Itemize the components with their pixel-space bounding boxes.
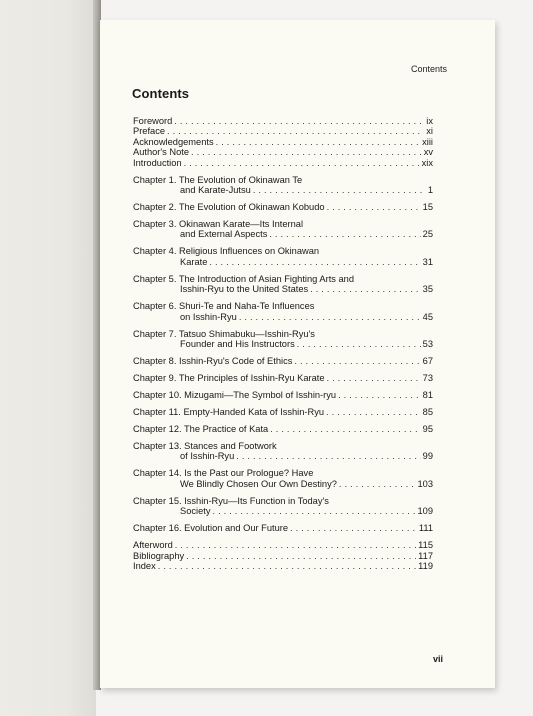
toc-chapter-entry — [133, 407, 433, 417]
toc-page-number: 99 — [422, 451, 433, 462]
toc-chapter-entry — [133, 219, 433, 240]
dot-leader — [326, 407, 421, 417]
chapter-title-continuation — [133, 185, 433, 195]
toc-page-number: 67 — [422, 356, 433, 367]
toc-chapter-entry — [133, 424, 433, 434]
toc-gap — [133, 383, 433, 390]
toc-entry — [133, 158, 433, 168]
toc-page-number: 73 — [422, 373, 433, 384]
chapter-title-line — [133, 523, 433, 533]
chapter-title-line — [133, 468, 433, 478]
toc-entry-title: We Blindly Chosen Our Own Destiny? — [180, 478, 337, 489]
toc-gap — [133, 195, 433, 202]
toc-entry-title: Chapter 8. Isshin-Ryu's Code of Ethics — [133, 356, 293, 367]
toc-page-number: 115 — [418, 540, 433, 551]
toc-entry-title: on Isshin-Ryu — [180, 311, 237, 322]
toc-entry-title: Chapter 6. Shuri-Te and Naha-Te Influences — [133, 301, 315, 312]
toc-chapter-entry — [133, 523, 433, 533]
chapter-title-continuation — [133, 229, 433, 239]
toc-entry-title: Chapter 3. Okinawan Karate—Its Internal — [133, 219, 304, 230]
toc-gap — [133, 240, 433, 247]
toc-page-number: 119 — [418, 561, 433, 572]
toc-entry-title: Foreword — [133, 116, 173, 126]
toc-entry-title: Afterword — [133, 540, 173, 551]
toc-chapter-entry — [133, 246, 433, 267]
toc-entry-title: Introduction — [133, 157, 182, 168]
dot-leader — [186, 551, 416, 561]
toc-entry-title: Chapter 16. Evolution and Our Future — [133, 523, 289, 534]
toc-page-number: xiii — [422, 136, 433, 147]
toc-gap — [133, 295, 433, 302]
dot-leader — [216, 137, 421, 147]
toc-gap — [133, 462, 433, 469]
book-page — [100, 20, 495, 688]
toc-entry-title: Bibliography — [133, 550, 185, 561]
toc-gap — [133, 400, 433, 407]
dot-leader — [191, 147, 422, 157]
toc-page-number: 109 — [417, 506, 433, 517]
dot-leader — [167, 126, 424, 136]
chapter-title-continuation — [133, 451, 433, 461]
toc-chapter-entry — [133, 175, 433, 196]
dot-leader — [310, 284, 421, 294]
dot-leader — [236, 451, 420, 461]
chapter-title-continuation — [133, 257, 433, 267]
toc-entry-title: Chapter 1. The Evolution of Okinawan Te — [133, 174, 303, 185]
chapter-title-line — [133, 246, 433, 256]
toc-page-number: 25 — [422, 229, 433, 240]
chapter-title-line — [133, 219, 433, 229]
toc-chapter-entry — [133, 356, 433, 366]
dot-leader — [327, 202, 421, 212]
toc-entry-title: Chapter 14. Is the Past our Prologue? Have — [133, 468, 314, 479]
toc-gap — [133, 366, 433, 373]
toc-entry-title: Chapter 13. Stances and Footwork — [133, 441, 277, 452]
toc-page-number: 35 — [422, 284, 433, 295]
toc-entry-title: Chapter 4. Religious Influences on Okinawan — [133, 246, 320, 257]
toc-page-number: ix — [426, 116, 433, 126]
toc-entry-title: Chapter 2. The Evolution of Okinawan Kobudo — [133, 202, 325, 213]
dot-leader — [253, 185, 426, 195]
toc-entry — [133, 137, 433, 147]
toc-entry — [133, 116, 433, 126]
toc-entry-title: Chapter 7. Tatsuo Shimabuku—Isshin-Ryu's — [133, 328, 315, 339]
dot-leader — [213, 506, 416, 516]
chapter-title-continuation — [133, 506, 433, 516]
toc-entry-title: Acknowledgements — [133, 136, 214, 147]
chapter-title-line — [133, 424, 433, 434]
toc-entry-title: Chapter 15. Isshin-Ryu—Its Function in Today's — [133, 495, 329, 506]
toc-chapter-entry — [133, 373, 433, 383]
toc-gap — [133, 434, 433, 441]
toc-chapter-entry — [133, 441, 433, 462]
dot-leader — [290, 523, 417, 533]
dot-leader — [174, 116, 424, 126]
toc-page-number: xi — [426, 126, 433, 137]
toc-gap — [133, 517, 433, 524]
toc-gap — [133, 489, 433, 496]
toc-entry-title: Chapter 12. The Practice of Kata — [133, 424, 269, 435]
chapter-title-line — [133, 356, 433, 366]
chapter-title-line — [133, 329, 433, 339]
toc-page-number: xv — [423, 147, 433, 158]
toc-page-number: 53 — [422, 339, 433, 350]
dot-leader — [339, 479, 416, 489]
toc-entry-title: Founder and His Instructors — [180, 339, 295, 350]
toc-page-number: 117 — [418, 550, 433, 561]
toc-entry-title: and Karate-Jutsu — [180, 185, 251, 196]
toc-entry — [133, 540, 433, 550]
toc-entry-title: Karate — [180, 256, 208, 267]
dot-leader — [158, 561, 416, 571]
page-title: Contents — [132, 86, 190, 101]
toc-page-number: 1 — [427, 185, 433, 196]
chapter-title-line — [133, 301, 433, 311]
toc-entry-title: Preface — [133, 126, 166, 137]
toc-entry — [133, 561, 433, 571]
toc-entry-title: Chapter 5. The Introduction of Asian Fighting Arts and — [133, 273, 355, 284]
toc-entry-title: and External Aspects — [180, 229, 268, 240]
toc-entry — [133, 126, 433, 136]
toc-page-number: 45 — [422, 311, 433, 322]
chapter-title-line — [133, 390, 433, 400]
chapter-title-continuation — [133, 479, 433, 489]
toc-page-number: 81 — [422, 390, 433, 401]
toc-gap — [133, 417, 433, 424]
dot-leader — [294, 356, 420, 366]
dot-leader — [297, 339, 421, 349]
toc-page-number: xix — [421, 157, 433, 168]
toc-page-number: 31 — [422, 256, 433, 267]
toc-entry-title: Chapter 10. Mizugami—The Symbol of Isshin-ryu — [133, 390, 337, 401]
chapter-title-line — [133, 441, 433, 451]
toc-chapter-entry — [133, 329, 433, 350]
chapter-title-continuation — [133, 312, 433, 322]
toc-gap — [133, 168, 433, 175]
toc-gap — [133, 534, 433, 541]
toc-page-number: 15 — [422, 202, 433, 213]
toc-gap — [133, 322, 433, 329]
table-of-contents — [133, 116, 433, 572]
toc-entry-title: Chapter 11. Empty-Handed Kata of Isshin-Ryu — [133, 407, 325, 418]
toc-chapter-entry — [133, 496, 433, 517]
chapter-title-line — [133, 373, 433, 383]
page-number: vii — [432, 654, 443, 664]
dot-leader — [327, 373, 421, 383]
toc-entry-title: Society — [180, 506, 211, 517]
toc-gap — [133, 349, 433, 356]
toc-gap — [133, 267, 433, 274]
dot-leader — [338, 390, 421, 400]
toc-chapter-entry — [133, 468, 433, 489]
toc-entry-title: of Isshin-Ryu — [180, 451, 235, 462]
dot-leader — [209, 257, 420, 267]
dot-leader — [269, 229, 420, 239]
toc-chapter-entry — [133, 274, 433, 295]
dot-leader — [239, 312, 421, 322]
chapter-title-continuation — [133, 284, 433, 294]
toc-chapter-entry — [133, 202, 433, 212]
chapter-title-line — [133, 496, 433, 506]
chapter-title-line — [133, 407, 433, 417]
chapter-title-line — [133, 202, 433, 212]
chapter-title-line — [133, 175, 433, 185]
toc-page-number: 111 — [418, 523, 433, 534]
running-head: Contents — [410, 64, 447, 74]
toc-entry-title: Isshin-Ryu to the United States — [180, 284, 309, 295]
toc-entry-title: Chapter 9. The Principles of Isshin-Ryu Karate — [133, 373, 325, 384]
chapter-title-line — [133, 274, 433, 284]
chapter-title-continuation — [133, 339, 433, 349]
adjacent-page — [0, 0, 96, 716]
dot-leader — [175, 540, 416, 550]
toc-entry-title: Author's Note — [133, 147, 190, 158]
toc-entry-title: Index — [133, 561, 156, 572]
dot-leader — [270, 424, 420, 434]
toc-gap — [133, 212, 433, 219]
toc-entry — [133, 147, 433, 157]
toc-page-number: 103 — [417, 478, 433, 489]
dot-leader — [184, 158, 420, 168]
toc-entry — [133, 551, 433, 561]
toc-chapter-entry — [133, 301, 433, 322]
toc-page-number: 95 — [422, 424, 433, 435]
toc-chapter-entry — [133, 390, 433, 400]
toc-page-number: 85 — [422, 407, 433, 418]
